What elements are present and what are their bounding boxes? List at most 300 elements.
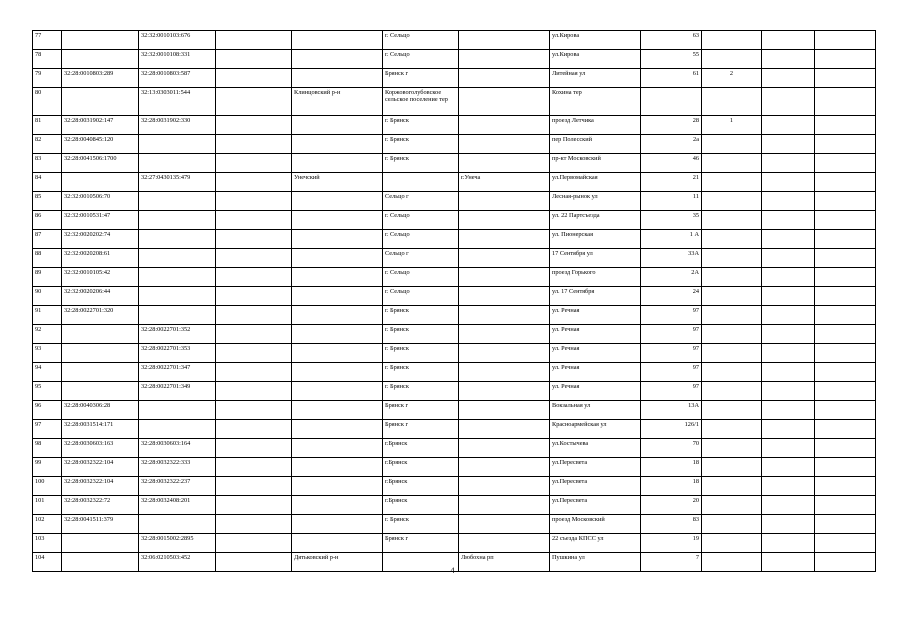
cell-locality: [459, 344, 550, 363]
cell-cadastral-number-building: [139, 192, 216, 211]
cell-locality: [459, 211, 550, 230]
cell-street: ул.Пересвета: [550, 477, 641, 496]
cell-cadastral-number-parcel: [62, 344, 139, 363]
cell-cadastral-number-building: [139, 211, 216, 230]
table-row: [33, 135, 876, 154]
cell-street: Литейная ул: [550, 69, 641, 88]
cell-column-4: [216, 401, 292, 420]
cell-cadastral-number-parcel: 32:28:0032322:72: [62, 496, 139, 515]
cell-column-12: [815, 173, 876, 192]
cell-district: [292, 135, 383, 154]
cell-cadastral-number-building: 32:13:0303011:544: [139, 88, 216, 116]
cell-building-number: [702, 401, 762, 420]
cell-house-number: 35: [641, 211, 702, 230]
table-row: [33, 192, 876, 211]
cell-street: проезд Московский: [550, 515, 641, 534]
cell-locality: [459, 496, 550, 515]
cell-building-number: 2: [702, 69, 762, 88]
cell-cadastral-number-parcel: [62, 325, 139, 344]
property-table: [32, 30, 876, 572]
cell-column-11: [762, 69, 815, 88]
cell-settlement: г. Брянск: [383, 363, 459, 382]
cell-street: ул. Речная: [550, 325, 641, 344]
cell-column-4: [216, 363, 292, 382]
cell-row-number: 83: [33, 154, 62, 173]
cell-district: Клинцовский р-н: [292, 88, 383, 116]
cell-cadastral-number-parcel: 32:28:0041511:379: [62, 515, 139, 534]
cell-house-number: 1 А: [641, 230, 702, 249]
table-row: [33, 496, 876, 515]
cell-cadastral-number-building: [139, 135, 216, 154]
table-row: [33, 306, 876, 325]
cell-row-number: 80: [33, 88, 62, 116]
cell-column-11: [762, 382, 815, 401]
cell-street: ул. Речная: [550, 363, 641, 382]
cell-house-number: 97: [641, 306, 702, 325]
cell-building-number: [702, 154, 762, 173]
cell-column-11: [762, 287, 815, 306]
cell-district: Дятьковский р-н: [292, 553, 383, 572]
cell-building-number: [702, 534, 762, 553]
table-row: [33, 534, 876, 553]
cell-house-number: 11: [641, 192, 702, 211]
cell-column-12: [815, 135, 876, 154]
cell-column-4: [216, 249, 292, 268]
cell-column-4: [216, 173, 292, 192]
cell-street: ул.Пересвета: [550, 496, 641, 515]
cell-cadastral-number-building: 32:32:0010103:676: [139, 31, 216, 50]
cell-district: Унечский: [292, 173, 383, 192]
cell-cadastral-number-building: 32:28:0032408:201: [139, 496, 216, 515]
cell-house-number: 70: [641, 439, 702, 458]
cell-column-11: [762, 401, 815, 420]
cell-building-number: [702, 515, 762, 534]
cell-column-4: [216, 88, 292, 116]
cell-street: пер Полесский: [550, 135, 641, 154]
cell-locality: [459, 515, 550, 534]
cell-cadastral-number-parcel: [62, 173, 139, 192]
cell-row-number: 84: [33, 173, 62, 192]
cell-cadastral-number-parcel: 32:28:0030603:163: [62, 439, 139, 458]
cell-row-number: 85: [33, 192, 62, 211]
cell-column-12: [815, 458, 876, 477]
cell-settlement: г. Брянск: [383, 515, 459, 534]
cell-cadastral-number-parcel: [62, 382, 139, 401]
cell-district: [292, 268, 383, 287]
cell-locality: [459, 363, 550, 382]
cell-row-number: 96: [33, 401, 62, 420]
cell-column-12: [815, 344, 876, 363]
cell-row-number: 100: [33, 477, 62, 496]
cell-house-number: 46: [641, 154, 702, 173]
cell-locality: [459, 420, 550, 439]
cell-street: 17 Сентября ул: [550, 249, 641, 268]
cell-district: [292, 50, 383, 69]
cell-row-number: 90: [33, 287, 62, 306]
cell-district: [292, 382, 383, 401]
cell-street: ул.Костычева: [550, 439, 641, 458]
cell-cadastral-number-parcel: [62, 363, 139, 382]
cell-building-number: [702, 344, 762, 363]
cell-locality: [459, 325, 550, 344]
cell-settlement: г. Сельцо: [383, 230, 459, 249]
cell-settlement: Брянск г: [383, 534, 459, 553]
cell-row-number: 97: [33, 420, 62, 439]
cell-cadastral-number-building: [139, 249, 216, 268]
cell-street: ул. Речная: [550, 382, 641, 401]
cell-column-4: [216, 344, 292, 363]
cell-district: [292, 439, 383, 458]
cell-house-number: 63: [641, 31, 702, 50]
cell-street: ул.Первомайская: [550, 173, 641, 192]
cell-house-number: 28: [641, 116, 702, 135]
cell-cadastral-number-building: 32:28:0022701:347: [139, 363, 216, 382]
page-number: 4: [450, 566, 455, 575]
cell-building-number: [702, 496, 762, 515]
cell-house-number: 19: [641, 534, 702, 553]
table-row: [33, 173, 876, 192]
cell-column-11: [762, 534, 815, 553]
cell-street: 22 съезда КПСС ул: [550, 534, 641, 553]
cell-district: [292, 458, 383, 477]
cell-house-number: 97: [641, 325, 702, 344]
cell-column-4: [216, 230, 292, 249]
cell-settlement: Брянск г: [383, 401, 459, 420]
cell-column-12: [815, 230, 876, 249]
cell-column-12: [815, 287, 876, 306]
cell-street: ул. 17 Сентября: [550, 287, 641, 306]
cell-locality: [459, 534, 550, 553]
cell-cadastral-number-building: [139, 268, 216, 287]
cell-settlement: Сельцо г: [383, 249, 459, 268]
cell-column-11: [762, 88, 815, 116]
cell-locality: [459, 88, 550, 116]
cell-building-number: [702, 135, 762, 154]
cell-locality: [459, 439, 550, 458]
cell-street: ул. 22 Партсъезда: [550, 211, 641, 230]
cell-building-number: [702, 268, 762, 287]
cell-building-number: [702, 230, 762, 249]
cell-row-number: 103: [33, 534, 62, 553]
cell-settlement: г.Брянск: [383, 477, 459, 496]
table-row: [33, 31, 876, 50]
cell-locality: [459, 116, 550, 135]
cell-house-number: 97: [641, 344, 702, 363]
cell-column-11: [762, 344, 815, 363]
cell-cadastral-number-building: [139, 306, 216, 325]
cell-column-11: [762, 268, 815, 287]
cell-column-4: [216, 192, 292, 211]
cell-locality: [459, 69, 550, 88]
cell-house-number: 83: [641, 515, 702, 534]
cell-cadastral-number-building: 32:32:0010108:331: [139, 50, 216, 69]
cell-settlement: г. Сельцо: [383, 287, 459, 306]
cell-street: ул.Пересвета: [550, 458, 641, 477]
cell-house-number: 18: [641, 458, 702, 477]
cell-locality: [459, 31, 550, 50]
cell-cadastral-number-building: 32:28:0031902:330: [139, 116, 216, 135]
cell-settlement: г. Брянск: [383, 154, 459, 173]
cell-column-11: [762, 325, 815, 344]
cell-settlement: Брянск г: [383, 69, 459, 88]
cell-house-number: 2а: [641, 135, 702, 154]
cell-column-4: [216, 515, 292, 534]
cell-building-number: [702, 287, 762, 306]
table-row: [33, 154, 876, 173]
cell-building-number: [702, 306, 762, 325]
cell-column-11: [762, 458, 815, 477]
cell-settlement: [383, 173, 459, 192]
cell-settlement: г.Брянск: [383, 496, 459, 515]
cell-column-4: [216, 135, 292, 154]
cell-locality: [459, 230, 550, 249]
cell-column-12: [815, 249, 876, 268]
cell-column-12: [815, 477, 876, 496]
cell-settlement: г. Сельцо: [383, 31, 459, 50]
cell-column-12: [815, 325, 876, 344]
cell-cadastral-number-parcel: 32:28:0040306:28: [62, 401, 139, 420]
cell-building-number: [702, 363, 762, 382]
cell-house-number: 21: [641, 173, 702, 192]
cell-row-number: 101: [33, 496, 62, 515]
cell-district: [292, 420, 383, 439]
cell-locality: [459, 135, 550, 154]
table-row: [33, 344, 876, 363]
cell-district: [292, 344, 383, 363]
cell-district: [292, 287, 383, 306]
cell-building-number: [702, 458, 762, 477]
cell-street: пр-кт Московский: [550, 154, 641, 173]
cell-cadastral-number-building: 32:28:0022701:353: [139, 344, 216, 363]
cell-cadastral-number-building: 32:28:0010803:587: [139, 69, 216, 88]
cell-house-number: 24: [641, 287, 702, 306]
cell-locality: [459, 50, 550, 69]
cell-cadastral-number-building: [139, 515, 216, 534]
cell-row-number: 99: [33, 458, 62, 477]
cell-cadastral-number-parcel: 32:28:0031514:171: [62, 420, 139, 439]
cell-cadastral-number-parcel: 32:32:0020208:61: [62, 249, 139, 268]
cell-district: [292, 306, 383, 325]
cell-settlement: г. Сельцо: [383, 50, 459, 69]
cell-cadastral-number-building: 32:27:0430135:479: [139, 173, 216, 192]
cell-settlement: г. Сельцо: [383, 211, 459, 230]
cell-settlement: г. Брянск: [383, 116, 459, 135]
cell-column-12: [815, 420, 876, 439]
cell-row-number: 89: [33, 268, 62, 287]
cell-house-number: 2А: [641, 268, 702, 287]
cell-column-4: [216, 458, 292, 477]
cell-settlement: г. Сельцо: [383, 268, 459, 287]
cell-locality: [459, 287, 550, 306]
cell-building-number: [702, 439, 762, 458]
cell-settlement: г. Брянск: [383, 325, 459, 344]
cell-row-number: 81: [33, 116, 62, 135]
cell-settlement: Сельцо г: [383, 192, 459, 211]
cell-cadastral-number-parcel: 32:28:0022701:320: [62, 306, 139, 325]
cell-district: [292, 515, 383, 534]
cell-cadastral-number-parcel: 32:32:0010105:42: [62, 268, 139, 287]
table-row: [33, 230, 876, 249]
cell-street: проезд Летчика: [550, 116, 641, 135]
cell-cadastral-number-building: [139, 420, 216, 439]
cell-district: [292, 401, 383, 420]
cell-column-4: [216, 306, 292, 325]
cell-column-4: [216, 420, 292, 439]
table-row: [33, 69, 876, 88]
cell-column-12: [815, 50, 876, 69]
cell-column-11: [762, 496, 815, 515]
cell-column-11: [762, 363, 815, 382]
cell-district: [292, 116, 383, 135]
cell-settlement: г. Брянск: [383, 306, 459, 325]
cell-row-number: 92: [33, 325, 62, 344]
table-body: [33, 31, 876, 572]
cell-house-number: 97: [641, 382, 702, 401]
cell-column-4: [216, 211, 292, 230]
cell-cadastral-number-building: 32:28:0022701:349: [139, 382, 216, 401]
cell-street: Пушкина ул: [550, 553, 641, 572]
cell-column-11: [762, 154, 815, 173]
cell-locality: [459, 268, 550, 287]
cell-cadastral-number-parcel: 32:28:0032322:104: [62, 458, 139, 477]
cell-column-12: [815, 192, 876, 211]
table-row: [33, 382, 876, 401]
table-row: [33, 287, 876, 306]
cell-row-number: 91: [33, 306, 62, 325]
cell-column-11: [762, 116, 815, 135]
cell-column-12: [815, 88, 876, 116]
cell-column-11: [762, 50, 815, 69]
cell-row-number: 86: [33, 211, 62, 230]
cell-cadastral-number-parcel: 32:28:0031902:147: [62, 116, 139, 135]
cell-cadastral-number-parcel: [62, 31, 139, 50]
cell-column-12: [815, 496, 876, 515]
cell-column-11: [762, 192, 815, 211]
cell-column-11: [762, 439, 815, 458]
cell-locality: г.Унеча: [459, 173, 550, 192]
cell-cadastral-number-parcel: 32:28:0041506:1700: [62, 154, 139, 173]
table-row: [33, 477, 876, 496]
cell-locality: [459, 401, 550, 420]
cell-column-12: [815, 116, 876, 135]
table-row: [33, 420, 876, 439]
cell-column-12: [815, 401, 876, 420]
cell-street: ул. Речная: [550, 344, 641, 363]
cell-district: [292, 363, 383, 382]
cell-building-number: [702, 50, 762, 69]
cell-column-11: [762, 173, 815, 192]
cell-street: ул. Речная: [550, 306, 641, 325]
table-row: [33, 515, 876, 534]
cell-district: [292, 534, 383, 553]
cell-street: Кохина тер: [550, 88, 641, 116]
cell-column-4: [216, 534, 292, 553]
cell-cadastral-number-building: 32:28:0030603:164: [139, 439, 216, 458]
cell-column-12: [815, 31, 876, 50]
cell-cadastral-number-parcel: [62, 50, 139, 69]
cell-cadastral-number-building: [139, 287, 216, 306]
cell-column-11: [762, 31, 815, 50]
cell-locality: [459, 192, 550, 211]
cell-building-number: [702, 382, 762, 401]
cell-column-11: [762, 515, 815, 534]
cell-row-number: 77: [33, 31, 62, 50]
table-row: [33, 88, 876, 116]
cell-district: [292, 230, 383, 249]
cell-street: Лесная-рынок ул: [550, 192, 641, 211]
cell-cadastral-number-building: [139, 230, 216, 249]
cell-column-11: [762, 306, 815, 325]
cell-district: [292, 154, 383, 173]
cell-locality: [459, 382, 550, 401]
cell-column-12: [815, 211, 876, 230]
cell-district: [292, 477, 383, 496]
cell-building-number: [702, 477, 762, 496]
cell-building-number: [702, 173, 762, 192]
cell-house-number: 55: [641, 50, 702, 69]
cell-cadastral-number-parcel: 32:28:0010803:289: [62, 69, 139, 88]
cell-building-number: [702, 88, 762, 116]
cell-column-12: [815, 69, 876, 88]
cell-cadastral-number-parcel: [62, 88, 139, 116]
cell-column-12: [815, 306, 876, 325]
cell-column-11: [762, 135, 815, 154]
cell-column-12: [815, 154, 876, 173]
cell-row-number: 87: [33, 230, 62, 249]
cell-settlement: г. Брянск: [383, 344, 459, 363]
cell-cadastral-number-parcel: [62, 534, 139, 553]
cell-street: Вокзальная ул: [550, 401, 641, 420]
cell-house-number: 18: [641, 477, 702, 496]
cell-building-number: [702, 249, 762, 268]
cell-column-12: [815, 515, 876, 534]
cell-cadastral-number-building: 32:28:0015002:2895: [139, 534, 216, 553]
table-row: [33, 268, 876, 287]
cell-street: проезд Горького: [550, 268, 641, 287]
cell-row-number: 78: [33, 50, 62, 69]
cell-district: [292, 249, 383, 268]
cell-column-4: [216, 116, 292, 135]
cell-column-4: [216, 382, 292, 401]
cell-settlement: г. Брянск: [383, 135, 459, 154]
cell-district: [292, 192, 383, 211]
cell-street: ул.Кирова: [550, 50, 641, 69]
cell-row-number: 79: [33, 69, 62, 88]
cell-column-4: [216, 50, 292, 69]
cell-column-4: [216, 268, 292, 287]
cell-column-12: [815, 268, 876, 287]
cell-cadastral-number-building: 32:28:0022701:352: [139, 325, 216, 344]
cell-column-4: [216, 496, 292, 515]
cell-locality: [459, 477, 550, 496]
cell-row-number: 93: [33, 344, 62, 363]
table-row: [33, 401, 876, 420]
cell-house-number: [641, 88, 702, 116]
cell-row-number: 98: [33, 439, 62, 458]
cell-locality: Любохна рп: [459, 553, 550, 572]
cell-locality: [459, 249, 550, 268]
cell-row-number: 102: [33, 515, 62, 534]
cell-district: [292, 325, 383, 344]
cell-cadastral-number-building: 32:28:0032322:333: [139, 458, 216, 477]
table-row: [33, 325, 876, 344]
cell-settlement: Брянск г: [383, 420, 459, 439]
cell-row-number: 82: [33, 135, 62, 154]
cell-column-11: [762, 420, 815, 439]
cell-building-number: 1: [702, 116, 762, 135]
cell-locality: [459, 458, 550, 477]
cell-column-4: [216, 154, 292, 173]
